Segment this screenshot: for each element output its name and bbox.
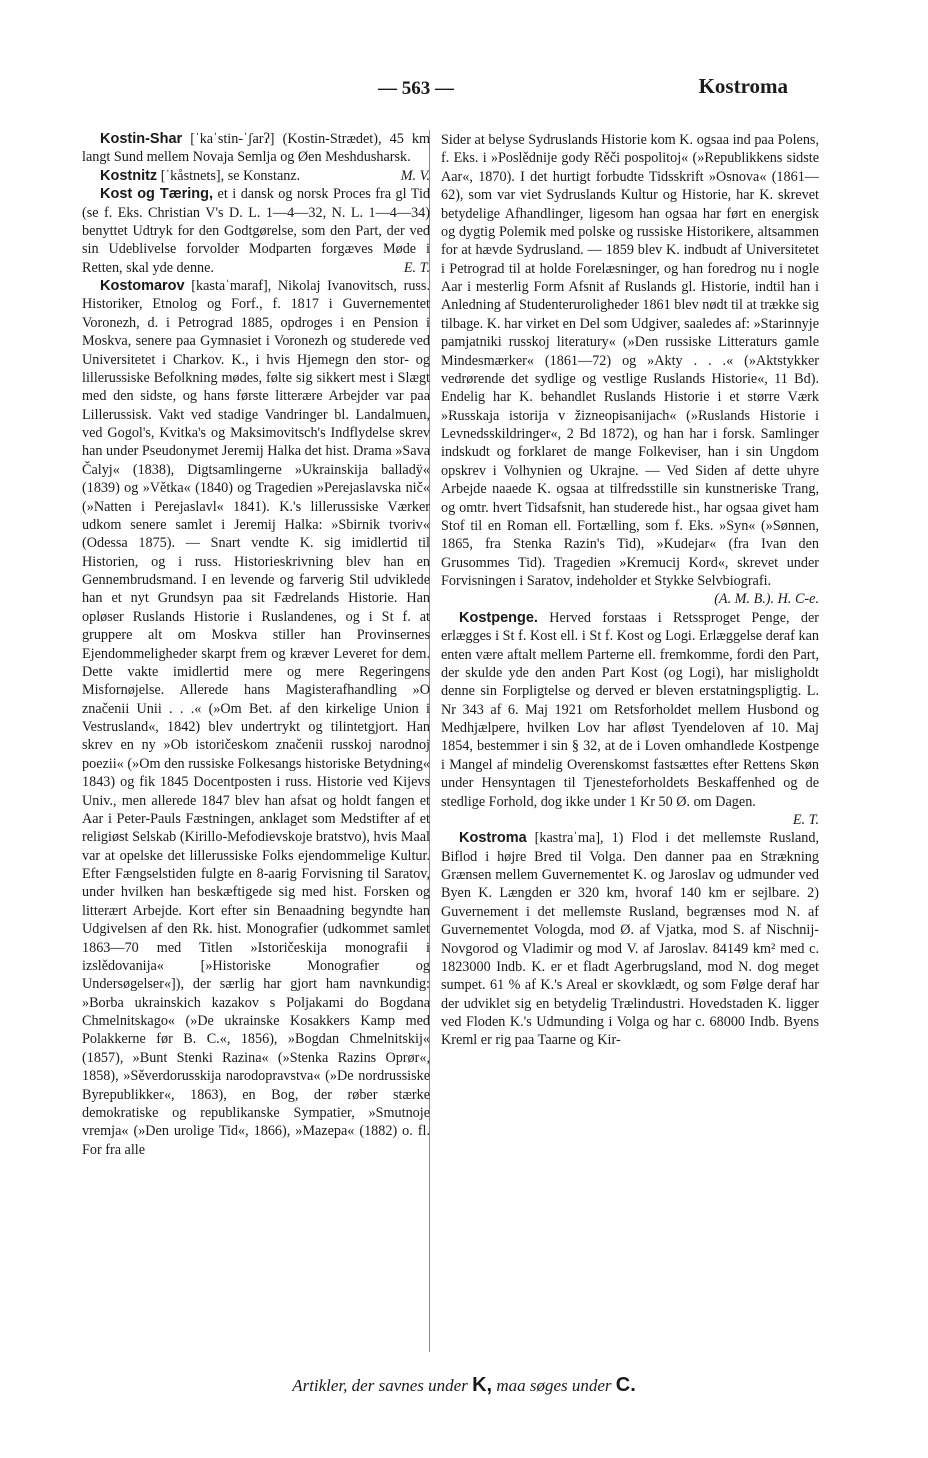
entry-kostomarov-continued: [441, 131, 819, 590]
running-head: Kostroma: [698, 74, 788, 98]
page-header: [82, 74, 788, 104]
entry-kostnitz: [82, 167, 430, 185]
page-footer-note: [0, 1374, 928, 1397]
entry-body: [kastaˈmaraf], Nikolaj Ivanovitsch, russ. Historiker, Etnolog og Forf., f. 1817 i Guvernementet Voronezh, d. i Petrograd 1885, opdroges i en Pension i Moskva, senere paa Gymnasiet i Voronezh og studerede ved Universitetet i Charkov. K., i hvis Hjemegn den stor- og lillerussiske Befolkning mødes, følte sig sikkert mest i Slægt med den sidste, og hans første litterære Arbejder var paa Lillerussisk. Vakt ved stadige Vandringer bl. Landalmuen, ved Gogol's, Kvitka's og Maksimovitsch's Indflydelse skrev han under Pseudonymet Jeremij Halka det hist. Drama »Sava Čalyj« (1838), Digtsamlingerne »Ukrainskija balladÿ« (1839) og »Větka« (1840) og Tragedien »Perejaslavska nič« (»Natten i Perejaslavl« 1841). K.'s lillerussiske Værker udkom senere samlet i Jeremij Halka: »Sbirnik tvoriv« (Odessa 1875). — Snart vendte K. sig imidlertid til Historien, og i russ. Historieskrivning blev han en Gennembrudsmand. I en levende og farverig Stil udviklede han et nyt Grundsyn paa sit Fædrelands Historie. Han opløser Ruslands Historie i Ruslandenes, og i St f. at gruppere alt om Moskva stiller han Provinsernes Ejendommeligheder skarpt frem og kræver Leveret for dem. Dette vakte imidlertid mere og mere Regeringens Misfornøjelse. Allerede hans Magisterafhandling »O značenii Unii . . .« (»Om Bet. af den kirkelige Union i Vestrusland«, 1842) blev undertrykt og tilintetgjort. Han skrev en ny »Ob istoričeskom značenii russkoj narodnoj poezii« (»Om den russiske Folkesangs historiske Betydning« 1843) og fik 1845 Docentposten i russ. Historie ved Kijevs Univ., men allerede 1847 blev han afsat og holdt fangen et Aar i Peter-Pauls Fæstningen, anklaget som Medstifter af et religiøst Selskab (Kirillo-Mefodievskoje bratstvo), hvis Maal var at opelske det lillerussiske Folks ejendommelige Kultur. Efter Fængselstiden fulgte en 8-aarig Forvisning til Saratov, under hvilken han beskæftigede sig med hist. Forsken og litterært Arbejde. Kort efter sin Benaadning begyndte han Udgivelsen af den Rk. hist. Monografier (udkommet samlet 1863—70 med Titlen »Istoričeskija monografii i izslědovanija« [»Historiske Monografier og Undersøgelser«]), der særlig har gjort ham navnkundig: »Borba ukrainskich kazakov s Poljakami do Bogdana Chmelnitskago« (»De ukrainske Kosakkers Kamp med Polakkerne før B. C.«, 1856), »Bogdan Chmelnitskij« (1857), »Bunt Stenki Razina« (»Stenka Razins Oprør«, 1858), »Sěverdorusskija narodopravstva« (»De nordrussiske Byrepublikker«, 1863), en Bog, der røber stærke demokratiske og republikanske Sympatier, »Smutnoje vremja« (»Den urolige Tid«, 1866), »Mazepa« (1882) o. fl. For fra alle: [82, 278, 430, 1158]
lemma: Kostroma: [459, 830, 527, 847]
author-sign: (A. M. B.). H. C-e.: [714, 591, 819, 608]
footer-text: Artikler, der savnes under: [292, 1376, 473, 1395]
footer-letter-c: C.: [615, 1374, 636, 1396]
page-number: — 563 —: [378, 78, 454, 99]
entry-kostomarov: [82, 277, 430, 1159]
entry-body: Sider at belyse Sydruslands Historie kom K. ogsaa ind paa Polens, f. Eks. i »Poslědnije gody Rěči pospolitoj« (»Republikkens sidste Aar«, 1870). I det hurtigt forbudte Tidsskrift »Osnova« (1861—62), som var viet Sydruslands Kultur og Historie, har K. skrevet betydelige Afhandlinger, ligesom han ogsaa har ført en energisk og dygtig Polemik med polske og russiske Historikere, altsammen for at hævde Sydrusland. — 1859 blev K. indbudt af Universitetet i Petrograd til at holde Forelæsninger, og han foredrog nu i nogle Aar i mesterlig Form Afsnit af Ruslands gl. Historie, indtil han i Anledning af Studenteruroligheder 1861 blev nødt til at trække sig tilbage. K. har virket en Del som Udgiver, saaledes af: »Starinnyje pamjatniki russkoj literatury« (»Den russiske Litteraturs gamle Mindesmærker« (1861—72) og »Akty . . .« (»Aktstykker vedrørende det sydlige og vestlige Ruslands Historie«, 11 Bd). Endelig har K. behandlet Ruslands Historie i et større Værk »Russkaja istorija v žizneopisanijach« (»Ruslands Historie i Levnedsskildringer«, 2 Bd 1872), og han har i forsk. Samlinger indskudt og forklaret de mange Folkeviser, han i sin Ungdom opskrev i Volhynien og Ukrajne. — Ved Siden af dette uhyre Arbejde naaede K. ogsaa at tilfredsstille sin kunstneriske Trang, og omtr. hvert Tidsafsnit, han studerede hist., har ogsaa givet ham Stof til en Roman ell. Fortælling, som f. Eks. »Syn« (»Sønnen, 1865, fra Stenka Razin's Tid), »Kudejar« (fra Ivan den Grusommes Tid). Tragedien »Kremucij Kord«, skrevet under Forvisningen i Saratov, indeholder et Stykke Selvbiografi.: [441, 132, 819, 589]
entry-body: [ˈkaˈstin-ˈʃarʔ] (Kostin-Strædet), 45 km langt Sund mellem Novaja Semlja og Øen Meshdusharsk.: [82, 131, 430, 166]
right-column: [441, 131, 819, 1050]
entry-kost-og-taering: [82, 185, 430, 277]
entry-kostpenge: [441, 609, 819, 811]
lemma: Kostin-Shar: [100, 131, 183, 147]
lemma: Kostnitz: [100, 167, 158, 184]
lemma: Kostpenge.: [459, 609, 538, 626]
author-sign: E. T.: [403, 259, 430, 276]
footer-letter-k: K,: [472, 1374, 493, 1396]
left-column: [82, 130, 430, 1159]
entry-kostroma: [441, 829, 819, 1050]
entry-body: [ˈkåstnets], se Konstanz.: [157, 167, 301, 184]
footer-text: maa søges under: [492, 1376, 616, 1395]
lemma: Kostomarov: [100, 278, 185, 294]
lemma: Kost og Tæring,: [100, 186, 214, 203]
author-sign: E. T.: [792, 811, 819, 828]
author-sign: M. V.: [400, 167, 430, 184]
entry-body: et i dansk og norsk Proces fra gl Tid (se f. Eks. Christian V's D. L. 1—4—32, N. L. 1—4—34) benyttet Udtryk for den Godtgørelse, som den Part, der ved sin Udeblivelse forvolder Modparten forgæves Møde i Retten, skal yde denne.: [82, 186, 430, 276]
entry-body: Herved forstaas i Retssproget Penge, der erlægges i St f. Kost ell. i St f. Kost og Logi. Erlæggelse deraf kan enten være aftalt mellem Parterne ell. fremkomme, fordi den Part, der skulde yde den anden Part Kost (og Logi), har misligholdt denne sin Forpligtelse og derved er bleven erstatningspligtig. L. Nr 343 af 6. Maj 1921 om Retsforholdet mellem Husbond og Medhjælpere, hvilken Lov har afløst Tyendeloven af 10. Maj 1854, bestemmer i sin § 32, at de i Loven omhandlede Kostpenge i Mangel af mindelig Overenskomst fastsættes efter Rettens Skøn under Hensyntagen til Tjenesteforholdets Beskaffenhed og de stedlige Forhold, dog ikke under 1 Kr 50 Ø. om Dagen.: [441, 609, 819, 810]
entry-body: [kastraˈma], 1) Flod i det mellemste Rusland, Biflod i højre Bred til Volga. Den danner paa en Strækning Grænsen mellem Guvernementet K. og Jaroslav og udmunder ved Byen K. Længden er 320 km, hvoraf 140 km er sejlbare. 2) Guvernement i det mellemste Rusland, begrænses mod N. af Guvernementet Vologda, mod Ø. af Vjatka, mod S. af Nischnij-Novgorod og Vladimir og mod V. af Jaroslav. 84149 km² med c. 1823000 Indb. K. er et fladt Agerbrugsland, mod N. dog meget sumpet. 61 % af K.'s Areal er skovklædt, og som Følge deraf har der udviklet sig en betydelig Trælindustri. Hovedstaden K. ligger ved Floden K.'s Udmunding i Volga og har c. 68000 Indb. Byens Kreml er rig paa Taarne og Kir-: [441, 830, 819, 1049]
